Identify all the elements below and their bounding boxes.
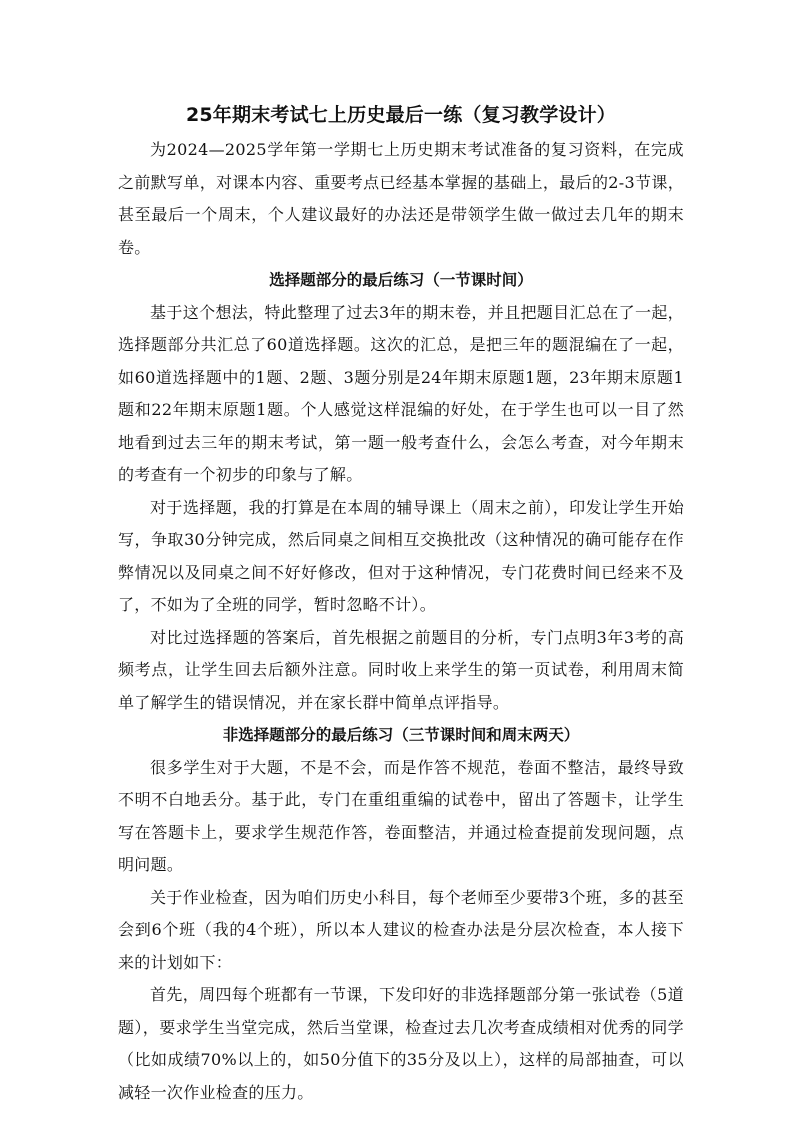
intro-paragraph: 为2024—2025学年第一学期七上历史期末考试准备的复习资料，在完成之前默写单，对课本内容、重要考点已经基本掌握的基础上，最后的2-3节课，甚至最后一个周末，个人建议最好的办法还是带领学生做一做过去几年的期末卷。 — [118, 140, 684, 257]
body-paragraph: 首先，周四每个班都有一节课，下发印好的非选择题部分第一张试卷（5道题），要求学生当堂完成，然后当堂课，检查过去几次考查成绩相对优秀的同学（比如成绩70%以上的，如50分值下的35分及以上），这样的局部抽查，可以减轻一次作业检查的压力。 — [118, 985, 684, 1102]
body-paragraph: 对比过选择题的答案后，首先根据之前题目的分析，专门点明3年3考的高频考点，让学生回去后额外注意。同时收上来学生的第一页试卷，利用周末简单了解学生的错误情况，并在家长群中简单点评指导。 — [118, 627, 684, 712]
document-content — [118, 100, 684, 1109]
body-paragraph: 很多学生对于大题，不是不会，而是作答不规范，卷面不整洁，最终导致不明不白地丢分。基于此，专门在重组重编的试卷中，留出了答题卡，让学生写在答题卡上，要求学生规范作答，卷面整洁，并通过检查提前发现问题，点明问题。 — [118, 757, 684, 874]
body-paragraph: 对于选择题，我的打算是在本周的辅导课上（周末之前），印发让学生开始写，争取30分钟完成，然后同桌之间相互交换批改（这种情况的确可能存在作弊情况以及同桌之间不好好修改，但对于这种情况，专门花费时间已经来不及了，不如为了全班的同学，暂时忽略不计）。 — [118, 497, 684, 614]
document-title: 25年期末考试七上历史最后一练（复习教学设计） — [185, 104, 617, 126]
body-paragraph: 基于这个想法，特此整理了过去3年的期末卷，并且把题目汇总在了一起，选择题部分共汇总了60道选择题。这次的汇总，是把三年的题混编在了一起，如60道选择题中的1题、2题、3题分别是24年期末原题1题，23年期末原题1题和22年期末原题1题。个人感觉这样混编的好处，在于学生也可以一目了然地看到过去三年的期末考试，第一题一般考查什么，会怎么考查，对今年期末的考查有一个初步的印象与了解。 — [118, 302, 684, 484]
body-paragraph: 关于作业检查，因为咱们历史小科目，每个老师至少要带3个班，多的甚至会到6个班（我的4个班），所以本人建议的检查办法是分层次检查，本人接下来的计划如下： — [118, 887, 684, 972]
section-heading-non-multiple-choice: 非选择题部分的最后练习（三节课时间和周末两天） — [222, 726, 580, 744]
section-heading-multiple-choice: 选择题部分的最后练习（一节课时间） — [269, 271, 533, 289]
